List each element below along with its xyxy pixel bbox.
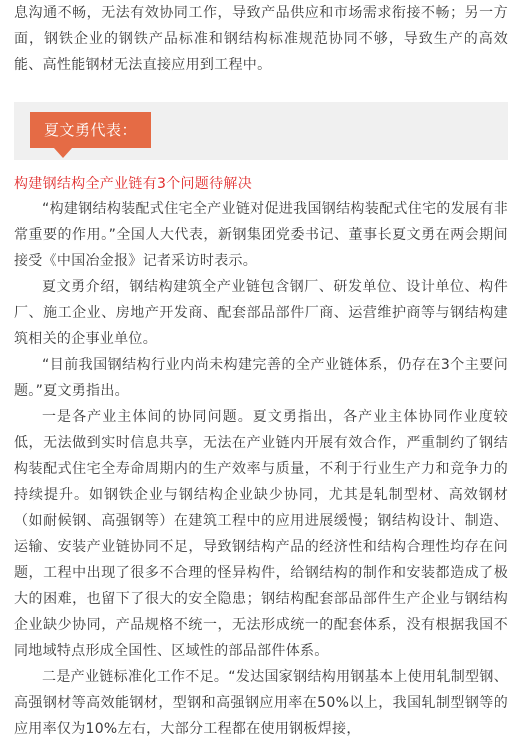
speaker-tag: 夏文勇代表： <box>30 112 151 148</box>
body-paragraph: “构建钢结构装配式住宅全产业链对促进我国钢结构装配式住宅的发展有非常重要的作用。”全国人大代表，新钢集团党委书记、董事长夏文勇在两会期间接受《中国冶金报》记者采访时表示。 <box>14 201 508 269</box>
body-paragraph: “目前我国钢结构行业内尚未构建完善的全产业链体系，仍存在3个主要问题。”夏文勇指出。 <box>14 357 508 399</box>
intro-paragraph: 息沟通不畅，无法有效协同工作，导致产品供应和市场需求衔接不畅；另一方面，钢铁企业的钢铁产品标准和钢结构标准规范协同不够，导致生产的高效能、高性能钢材无法直接应用到工程中。 <box>14 5 508 73</box>
tag-pointer <box>54 148 72 158</box>
body-paragraph: 二是产业链标准化工作不足。“发达国家钢结构用钢基本上使用轧制型钢、高强钢材等高效能钢材，型钢和高强钢应用率在50%以上，我国轧制型钢等的应用率仅为10%左右，大部分工程都在使用钢板焊接， <box>14 669 508 737</box>
body-paragraph: 夏文勇介绍，钢结构建筑全产业链包含钢厂、研发单位、设计单位、构件厂、施工企业、房地产开发商、配套部品部件厂商、运营维护商等与钢结构建筑相关的企事业单位。 <box>14 279 508 347</box>
section-tag-banner <box>14 102 508 172</box>
body-paragraph: 一是各产业主体间的协同问题。夏文勇指出，各产业主体协同作业度较低，无法做到实时信息共享，无法在产业链内开展有效合作，严重制约了钢结构装配式住宅全寿命周期内的生产效率与质量，不利于行业生产力和竞争力的持续提升。如钢铁企业与钢结构企业缺少协同，尤其是轧制型材、高效钢材（如耐候钢、高强钢等）在建筑工程中的应用进展缓慢；钢结构设计、制造、运输、安装产业链协同不足，导致钢结构产品的经济性和结构合理性均存在问题，工程中出现了很多不合理的怪异构件，给钢结构的制作和安装都造成了极大的困难，也留下了很大的安全隐患；钢结构配套部品部件生产企业与钢结构企业缺少协同，产品规格不统一，无法形成统一的配套体系，没有根据我国不同地域特点形成全国性、区域性的部品部件体系。 <box>14 409 508 659</box>
section-subtitle: 构建钢结构全产业链有3个问题待解决 <box>14 176 253 192</box>
article <box>14 0 508 742</box>
